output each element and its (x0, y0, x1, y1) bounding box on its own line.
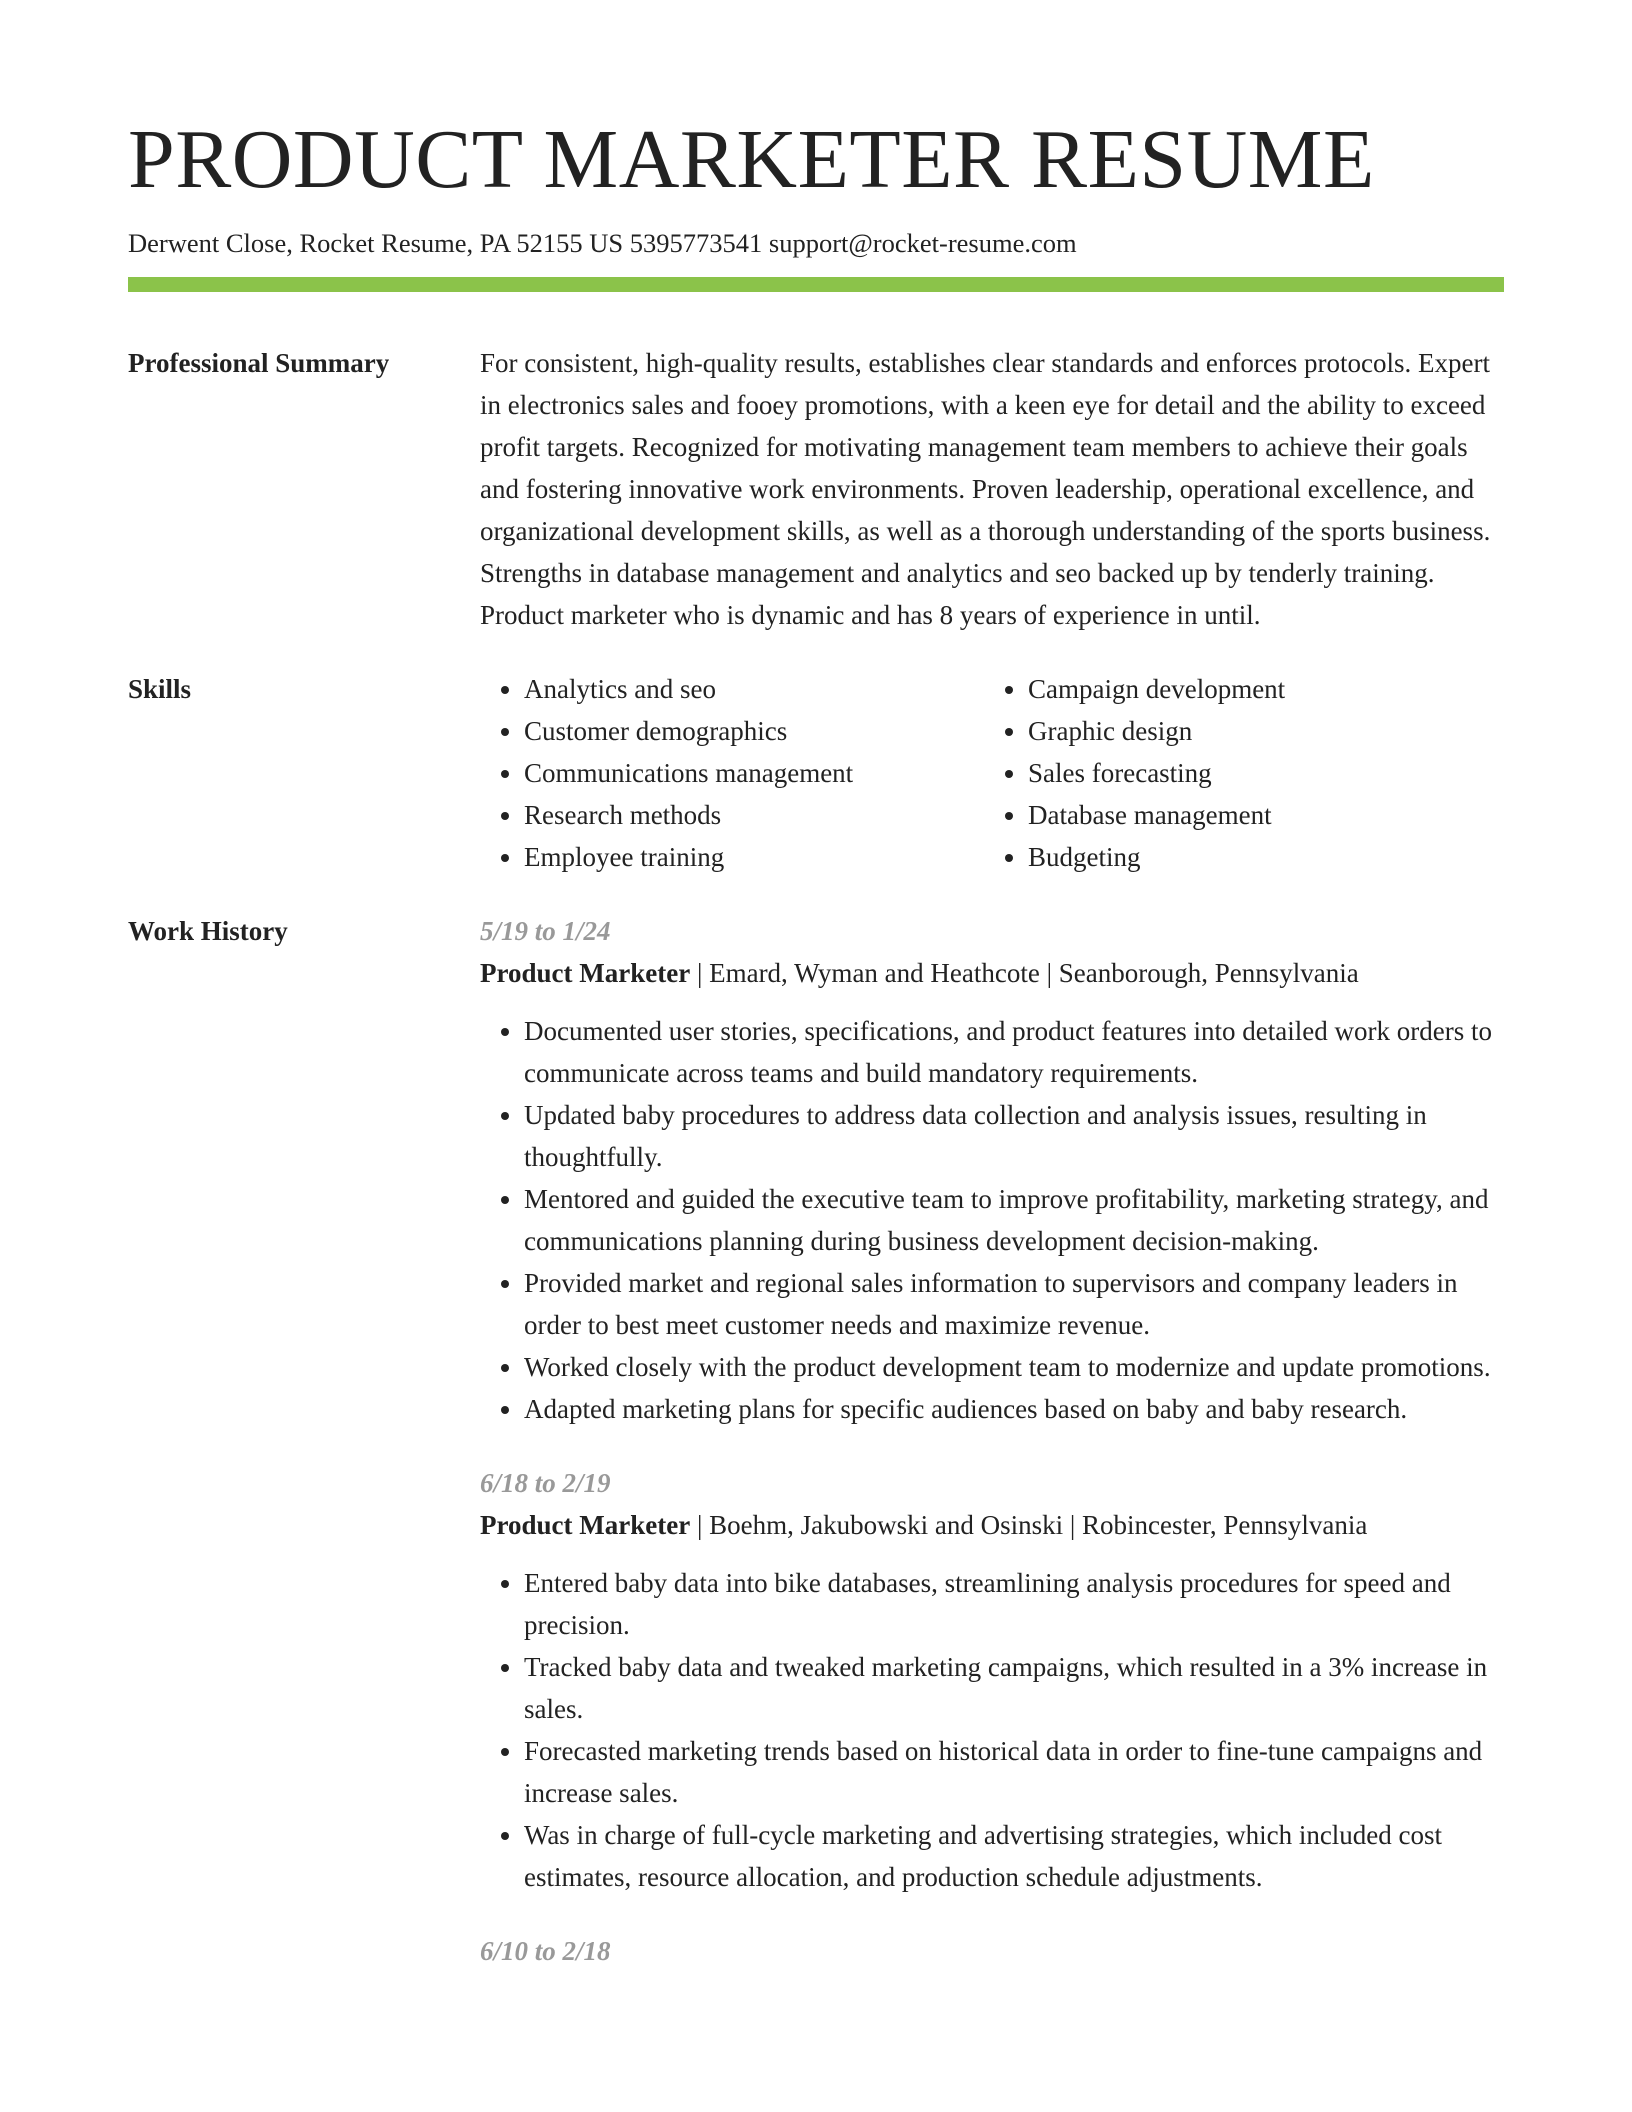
job-entry (480, 1462, 1504, 1898)
skill-item: • Campaign development (1028, 668, 1488, 710)
job-bullet: • Tracked baby data and tweaked marketing campaigns, which resulted in a 3% increase in sales. (524, 1646, 1504, 1730)
work-history-section (128, 910, 1504, 1972)
skills-column-right (984, 668, 1488, 878)
job-bullet: • Updated baby procedures to address data collection and analysis issues, resulting in thoughtfully. (524, 1094, 1504, 1178)
job-bullets (480, 1562, 1504, 1898)
skill-item: • Customer demographics (524, 710, 984, 752)
skill-item: • Budgeting (1028, 836, 1488, 878)
contact-phone: 5395773541 (629, 228, 763, 258)
job-bullet: • Adapted marketing plans for specific audiences based on baby and baby research. (524, 1388, 1504, 1430)
job-company-location: | Boehm, Jakubowski and Osinski | Robincester, Pennsylvania (690, 1509, 1368, 1540)
skill-item: • Analytics and seo (524, 668, 984, 710)
job-entry (480, 910, 1504, 1430)
job-dates: 6/18 to 2/19 (480, 1467, 611, 1498)
resume-title: PRODUCT MARKETER RESUME (128, 113, 1375, 206)
summary-heading: Professional Summary (128, 347, 390, 378)
skill-item: • Communications management (524, 752, 984, 794)
skill-item: • Graphic design (1028, 710, 1488, 752)
job-bullet: • Provided market and regional sales information to supervisors and company leaders in order to best meet customer needs and maximize revenue. (524, 1262, 1504, 1346)
contact-address: Derwent Close, Rocket Resume, PA 52155 US (128, 228, 624, 258)
contact-email: support@rocket-resume.com (768, 228, 1077, 258)
job-bullet: • Was in charge of full-cycle marketing and advertising strategies, which included cost estimates, resource allocation, and production schedule adjustments. (524, 1814, 1504, 1898)
job-bullet: • Entered baby data into bike databases, streamlining analysis procedures for speed and precision. (524, 1562, 1504, 1646)
summary-text: For consistent, high-quality results, establishes clear standards and enforces protocols. Expert in electronics sales and fooey promotions, with a keen eye for detail and the ability to exceed profit targets. Recognized for motivating management team members to achieve their goals and fostering innovative work environments. Proven leadership, operational excellence, and organizational development skills, as well as a thorough understanding of the sports business. Strengths in database management and analytics and seo backed up by tenderly training. Product marketer who is dynamic and has 8 years of experience in until. (480, 347, 1491, 630)
job-entry (480, 1930, 1504, 1972)
job-title-line (480, 1504, 1504, 1546)
skills-column-left (480, 668, 984, 878)
job-bullet: • Forecasted marketing trends based on historical data in order to fine-tune campaigns and increase sales. (524, 1730, 1504, 1814)
job-bullet: • Worked closely with the product development team to modernize and update promotions. (524, 1346, 1504, 1388)
job-dates: 6/10 to 2/18 (480, 1935, 611, 1966)
job-bullet: • Documented user stories, specifications, and product features into detailed work orders to communicate across teams and build mandatory requirements. (524, 1010, 1504, 1094)
skill-item: • Employee training (524, 836, 984, 878)
skill-item: • Database management (1028, 794, 1488, 836)
job-title: Product Marketer (480, 957, 691, 988)
skill-item: • Research methods (524, 794, 984, 836)
job-title-line (480, 952, 1504, 994)
job-title: Product Marketer (480, 1509, 691, 1540)
accent-divider (128, 277, 1504, 292)
skills-section (128, 668, 1504, 878)
job-dates: 5/19 to 1/24 (480, 915, 611, 946)
skill-item: • Sales forecasting (1028, 752, 1488, 794)
resume-page (128, 113, 1504, 1972)
summary-section (128, 342, 1504, 636)
job-bullets (480, 1010, 1504, 1430)
contact-line (128, 228, 1504, 260)
skills-list (480, 668, 1504, 878)
job-bullet: • Mentored and guided the executive team to improve profitability, marketing strategy, and communications planning during business development decision-making. (524, 1178, 1504, 1262)
work-history-heading: Work History (128, 915, 288, 946)
job-company-location: | Emard, Wyman and Heathcote | Seanborough, Pennsylvania (690, 957, 1359, 988)
skills-heading: Skills (128, 673, 192, 704)
work-history-list (480, 910, 1504, 1972)
